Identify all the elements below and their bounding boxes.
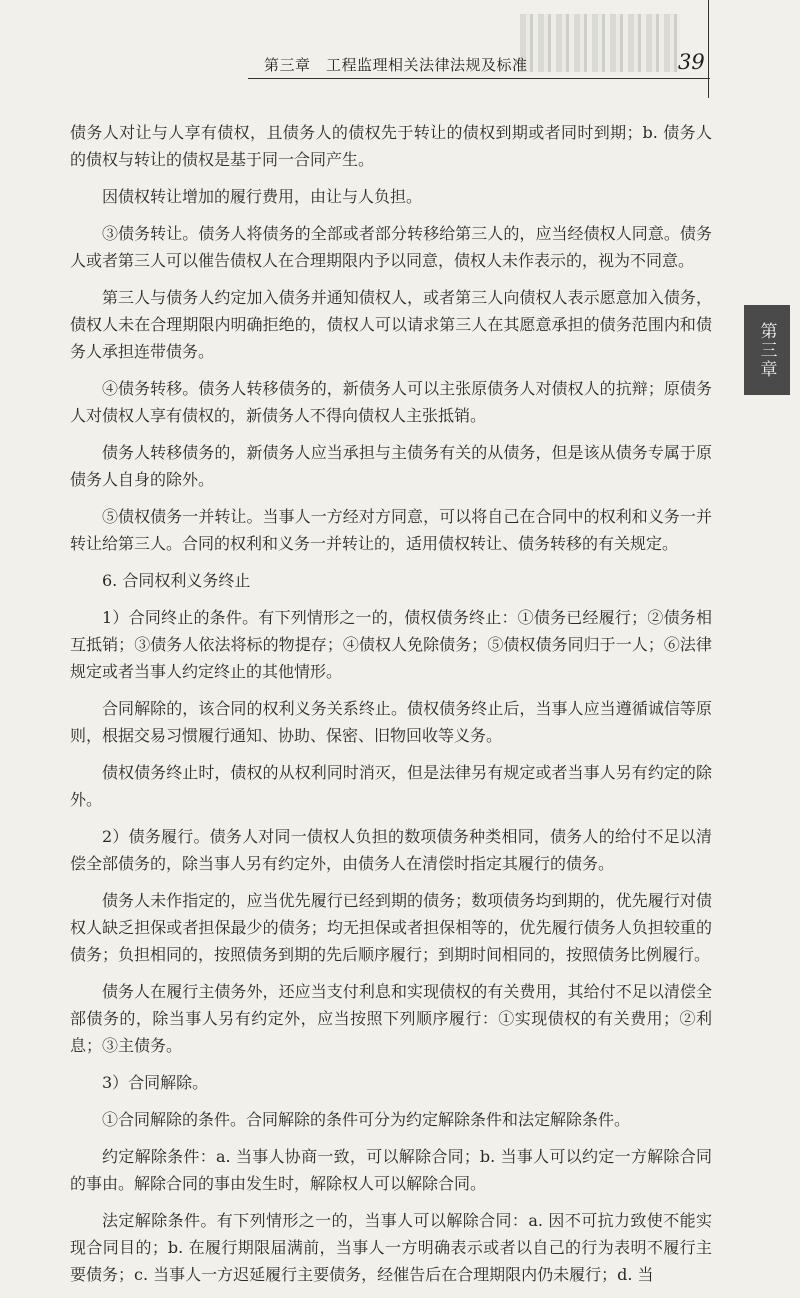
paragraph: 债务人转移债务的，新债务人应当承担与主债务有关的从债务，但是该从债务专属于原债务人自身的除外。 (70, 443, 712, 489)
header-vertical-rule (708, 0, 709, 98)
paragraph: 6. 合同权利义务终止 (102, 571, 251, 590)
paragraph: 2）债务履行。债务人对同一债权人负担的数项债务种类相同，债务人的给付不足以清偿全部债务的，除当事人另有约定外，由债务人在清偿时指定其履行的债务。 (70, 827, 712, 873)
paragraph: 债权债务终止时，债权的从权利同时消灭，但是法律另有规定或者当事人另有约定的除外。 (70, 763, 712, 809)
paragraph: ①合同解除的条件。合同解除的条件可分为约定解除条件和法定解除条件。 (102, 1110, 631, 1129)
paragraph: 因债权转让增加的履行费用，由让与人负担。 (102, 187, 423, 206)
paragraph: ④债务转移。债务人转移债务的，新债务人可以主张原债务人对债权人的抗辩；原债务人对债权人享有债权的，新债务人不得向债权人主张抵销。 (70, 379, 712, 425)
paragraph: 约定解除条件：a. 当事人协商一致，可以解除合同；b. 当事人可以约定一方解除合同的事由。解除合同的事由发生时，解除权人可以解除合同。 (70, 1147, 712, 1193)
paragraph: 债务人未作指定的，应当优先履行已经到期的债务；数项债务均到期的，优先履行对债权人缺乏担保或者担保最少的债务；均无担保或者担保相等的，优先履行债务人负担较重的债务；负担相同的，按照债务到期的先后顺序履行；到期时间相同的，按照债务比例履行。 (70, 891, 712, 964)
paragraph: 债务人在履行主债务外，还应当支付利息和实现债权的有关费用，其给付不足以清偿全部债务的，除当事人另有约定外，应当按照下列顺序履行：①实现债权的有关费用；②利息；③主债务。 (70, 982, 712, 1055)
header-decoration-image (520, 14, 680, 72)
chapter-title: 第三章 工程监理相关法律法规及标准 (264, 56, 528, 74)
paragraph: 法定解除条件。有下列情形之一的，当事人可以解除合同：a. 因不可抗力致使不能实现合同目的；b. 在履行期限届满前，当事人一方明确表示或者以自己的行为表明不履行主要债务；c. 当事人一方迟延履行主要债务，经催告后在合理期限内仍未履行；d. 当 (70, 1211, 712, 1284)
body-text (70, 119, 712, 1298)
paragraph: 债务人对让与人享有债权，且债务人的债权先于转让的债权到期或者同时到期；b. 债务人的债权与转让的债权是基于同一合同产生。 (70, 123, 712, 169)
page-header (0, 0, 800, 80)
paragraph: 合同解除的，该合同的权利义务关系终止。债权债务终止后，当事人应当遵循诚信等原则，根据交易习惯履行通知、协助、保密、旧物回收等义务。 (70, 699, 712, 745)
paragraph: 第三人与债务人约定加入债务并通知债权人，或者第三人向债权人表示愿意加入债务，债权人未在合理期限内明确拒绝的，债权人可以请求第三人在其愿意承担的债务范围内和债务人承担连带债务。 (70, 288, 712, 361)
paragraph: 1）合同终止的条件。有下列情形之一的，债权债务终止：①债务已经履行；②债务相互抵销；③债务人依法将标的物提存；④债权人免除债务；⑤债权债务同归于一人；⑥法律规定或者当事人约定终止的其他情形。 (70, 608, 712, 681)
page-number: 39 (678, 50, 705, 74)
paragraph: ③债务转让。债务人将债务的全部或者部分转移给第三人的，应当经债权人同意。债务人或者第三人可以催告债权人在合理期限内予以同意，债权人未作表示的，视为不同意。 (70, 224, 712, 270)
paragraph: 3）合同解除。 (102, 1073, 209, 1092)
header-rule (248, 78, 710, 79)
paragraph: ⑤债权债务一并转让。当事人一方经对方同意，可以将自己在合同中的权利和义务一并转让给第三人。合同的权利和义务一并转让的，适用债权转让、债务转移的有关规定。 (70, 507, 712, 553)
chapter-side-tab: 第三章 (744, 305, 790, 395)
